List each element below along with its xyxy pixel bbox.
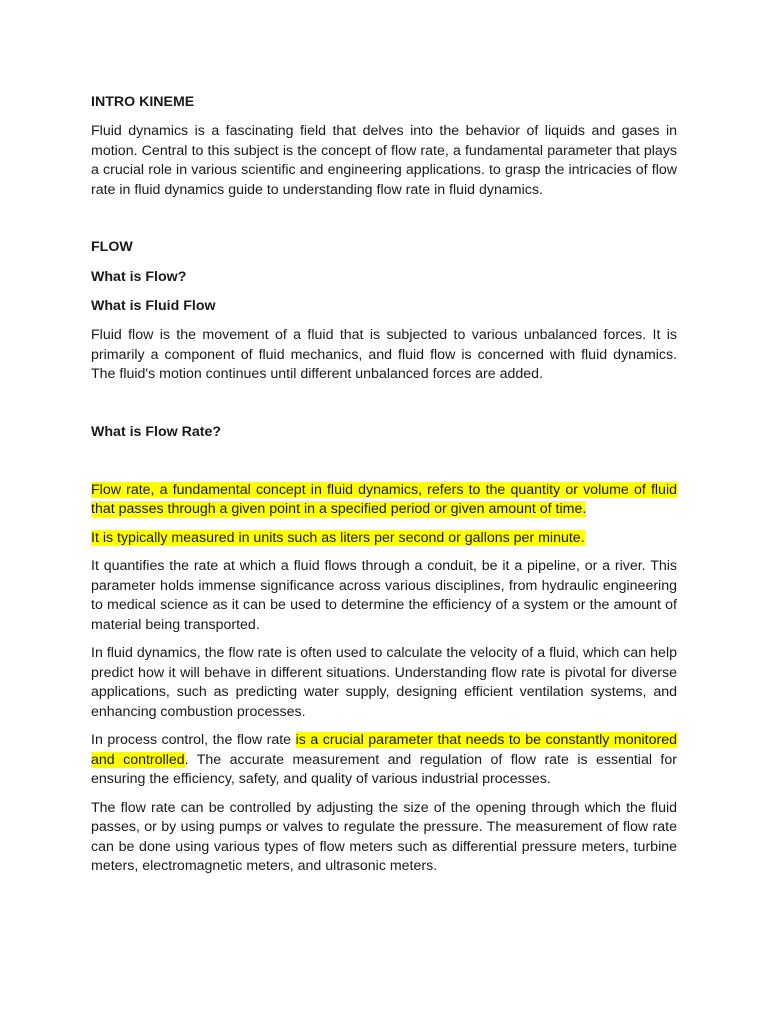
process-control-paragraph [91, 731, 677, 790]
intro-paragraph: Fluid dynamics is a fascinating field that delves into the behavior of liquids and gases in motion. Central to this subject is the concept of flow rate, a fundamental parameter that plays a crucial role in various scientific and engineering applications. to grasp the intricacies of flow rate in fluid dynamics guide to understanding flow rate in fluid dynamics. [91, 123, 677, 198]
highlighted-text: Flow rate, a fundamental concept in fluid dynamics, refers to the quantity or volume of fluid that passes through a given point in a specified period or given amount of time. [91, 481, 677, 517]
flow-rate-quantifies-paragraph: It quantifies the rate at which a fluid flows through a conduit, be it a pipeline, or a river. This parameter holds immense significance across various disciplines, from hydraulic engineering to medical science as it can be used to determine the efficiency of a system or the amount of material being transported. [91, 558, 677, 633]
process-control-text-before: In process control, the flow rate [91, 732, 296, 748]
flow-heading: FLOW [91, 239, 133, 255]
intro-heading: INTRO KINEME [91, 94, 195, 110]
highlighted-text: is a crucial parameter that needs to be constantly monitored and controlled [91, 732, 677, 768]
flow-rate-definition-paragraph [91, 481, 677, 520]
process-control-text-after: . The accurate measurement and regulation of flow rate is essential for ensuring the efficiency, safety, and quality of various industrial processes. [91, 751, 677, 787]
highlighted-text: It is typically measured in units such as liters per second or gallons per minute. [91, 529, 585, 546]
flow-rate-units-paragraph [91, 529, 677, 549]
what-is-fluid-flow-heading: What is Fluid Flow [91, 298, 216, 314]
fluid-flow-paragraph: Fluid flow is the movement of a fluid that is subjected to various unbalanced forces. It is primarily a component of fluid mechanics, and fluid flow is concerned with fluid dynamics. The fluid's motion continues until different unbalanced forces are added. [91, 327, 677, 382]
control-methods-paragraph: The flow rate can be controlled by adjusting the size of the opening through which the fluid passes, or by using pumps or valves to regulate the pressure. The measurement of flow rate can be done using various types of flow meters such as differential pressure meters, turbine meters, electromagnetic meters, and ultrasonic meters. [91, 799, 677, 874]
what-is-flow-rate-heading: What is Flow Rate? [91, 423, 222, 440]
what-is-flow-heading: What is Flow? [91, 269, 187, 285]
flow-rate-velocity-paragraph: In fluid dynamics, the flow rate is often used to calculate the velocity of a fluid, which can help predict how it will behave in different situations. Understanding flow rate is pivotal for diverse applications, such as predicting water supply, designing efficient ventilation systems, and enhancing combustion processes. [91, 645, 677, 720]
